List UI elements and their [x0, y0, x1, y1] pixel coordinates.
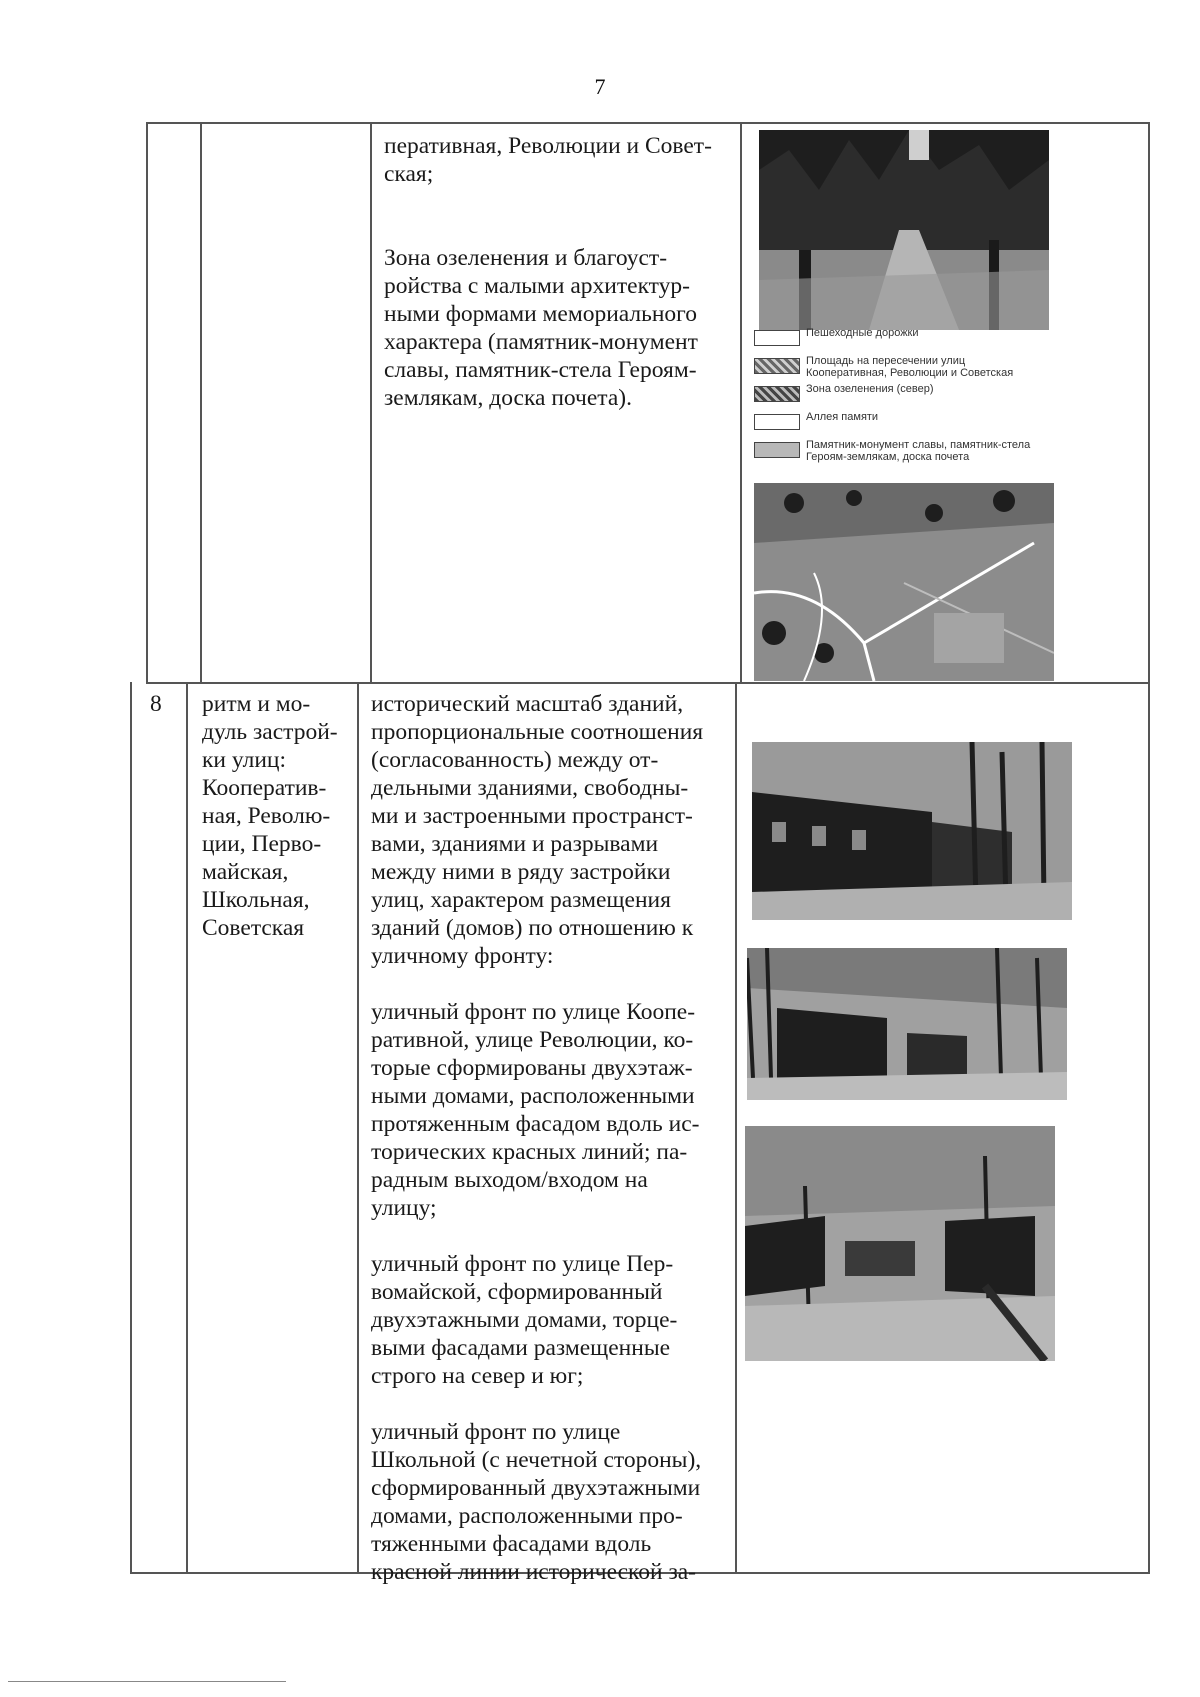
row8-subject-text: ритм и мо- дуль застрой- ки улиц: Кооператив- ная, Револю- ции, Перво- майская, Школьная, Советская [202, 691, 338, 941]
legend-label: Площадь на пересечении улиц Кооперативная, Революции и Советская [806, 355, 1014, 379]
row8-text-p1: исторический масштаб зданий, пропорциональные соотношения (согласованность) между от- дельными зданиями, свободны- ми и застроенными пространст- вами, зданиями и разрывами между ними в ряду застройки улиц, характером размещения зданий (домов) по отношению к уличному фронту: [371, 691, 704, 969]
legend-item [754, 355, 1054, 379]
legend-item [754, 439, 1054, 463]
row7-description [384, 132, 734, 412]
legend-label: Пешеходные дорожки [806, 327, 919, 339]
row8-number: 8 [150, 691, 162, 717]
col-border-3 [735, 682, 737, 1573]
legend-swatch [754, 414, 800, 430]
col-border-left [146, 122, 148, 682]
footer-rule [8, 1681, 286, 1682]
col-border-3 [740, 122, 742, 682]
page-number: 7 [594, 74, 606, 99]
col-border-right [1148, 122, 1150, 1574]
legend-swatch [754, 386, 800, 402]
legend-swatch [754, 330, 800, 346]
legend-label: Памятник-монумент славы, памятник-стела Героям-землякам, доска почета [806, 439, 1031, 463]
legend-item [754, 411, 1054, 435]
legend-item [754, 383, 1054, 407]
legend-item [754, 327, 1054, 351]
memorial-zone-map [754, 483, 1054, 681]
col-border-2 [370, 122, 372, 682]
row7-text-p1: перативная, Революции и Совет- ская; [384, 133, 712, 187]
street-photo-2 [747, 948, 1067, 1100]
row8-description [371, 690, 733, 1586]
col-border-2 [357, 682, 359, 1573]
street-photo-1 [752, 742, 1072, 920]
col-border-left [130, 682, 132, 1573]
legend-swatch [754, 442, 800, 458]
map-legend [754, 327, 1054, 467]
row8-text-p2: уличный фронт по улице Коопе- ративной, улице Революции, ко- торые сформированы двухэтаж- ными домами, расположенными протяженным фасадом вдоль ис- торических красных линий; па- радным выходом/входом на улицу; [371, 999, 700, 1221]
legend-label: Зона озеленения (север) [806, 383, 934, 395]
row8-text-p3: уличный фронт по улице Пер- вомайской, сформированный двухэтажными домами, торце- выми фасадами размещенные строго на север и юг; [371, 1251, 678, 1389]
col-border-1 [186, 682, 188, 1573]
row7-text-p2: Зона озеленения и благоуст- ройства с малыми архитектур- ными формами мемориального характера (памятник-монумент славы, памятник-стела Героям- землякам, доска почета). [384, 245, 698, 411]
row8-text-p4: уличный фронт по улице Школьной (с нечетной стороны), сформированный двухэтажными домами, расположенными про- тяженными фасадами вдоль красной линии исторической за- [371, 1419, 702, 1585]
legend-label: Аллея памяти [806, 411, 879, 423]
legend-swatch [754, 358, 800, 374]
memorial-zone-photo [759, 130, 1049, 330]
row8-subject [202, 690, 352, 942]
col-border-1 [200, 122, 202, 682]
table-top-border [146, 122, 1150, 124]
street-photo-3 [745, 1126, 1055, 1361]
row-divider [146, 682, 1150, 684]
